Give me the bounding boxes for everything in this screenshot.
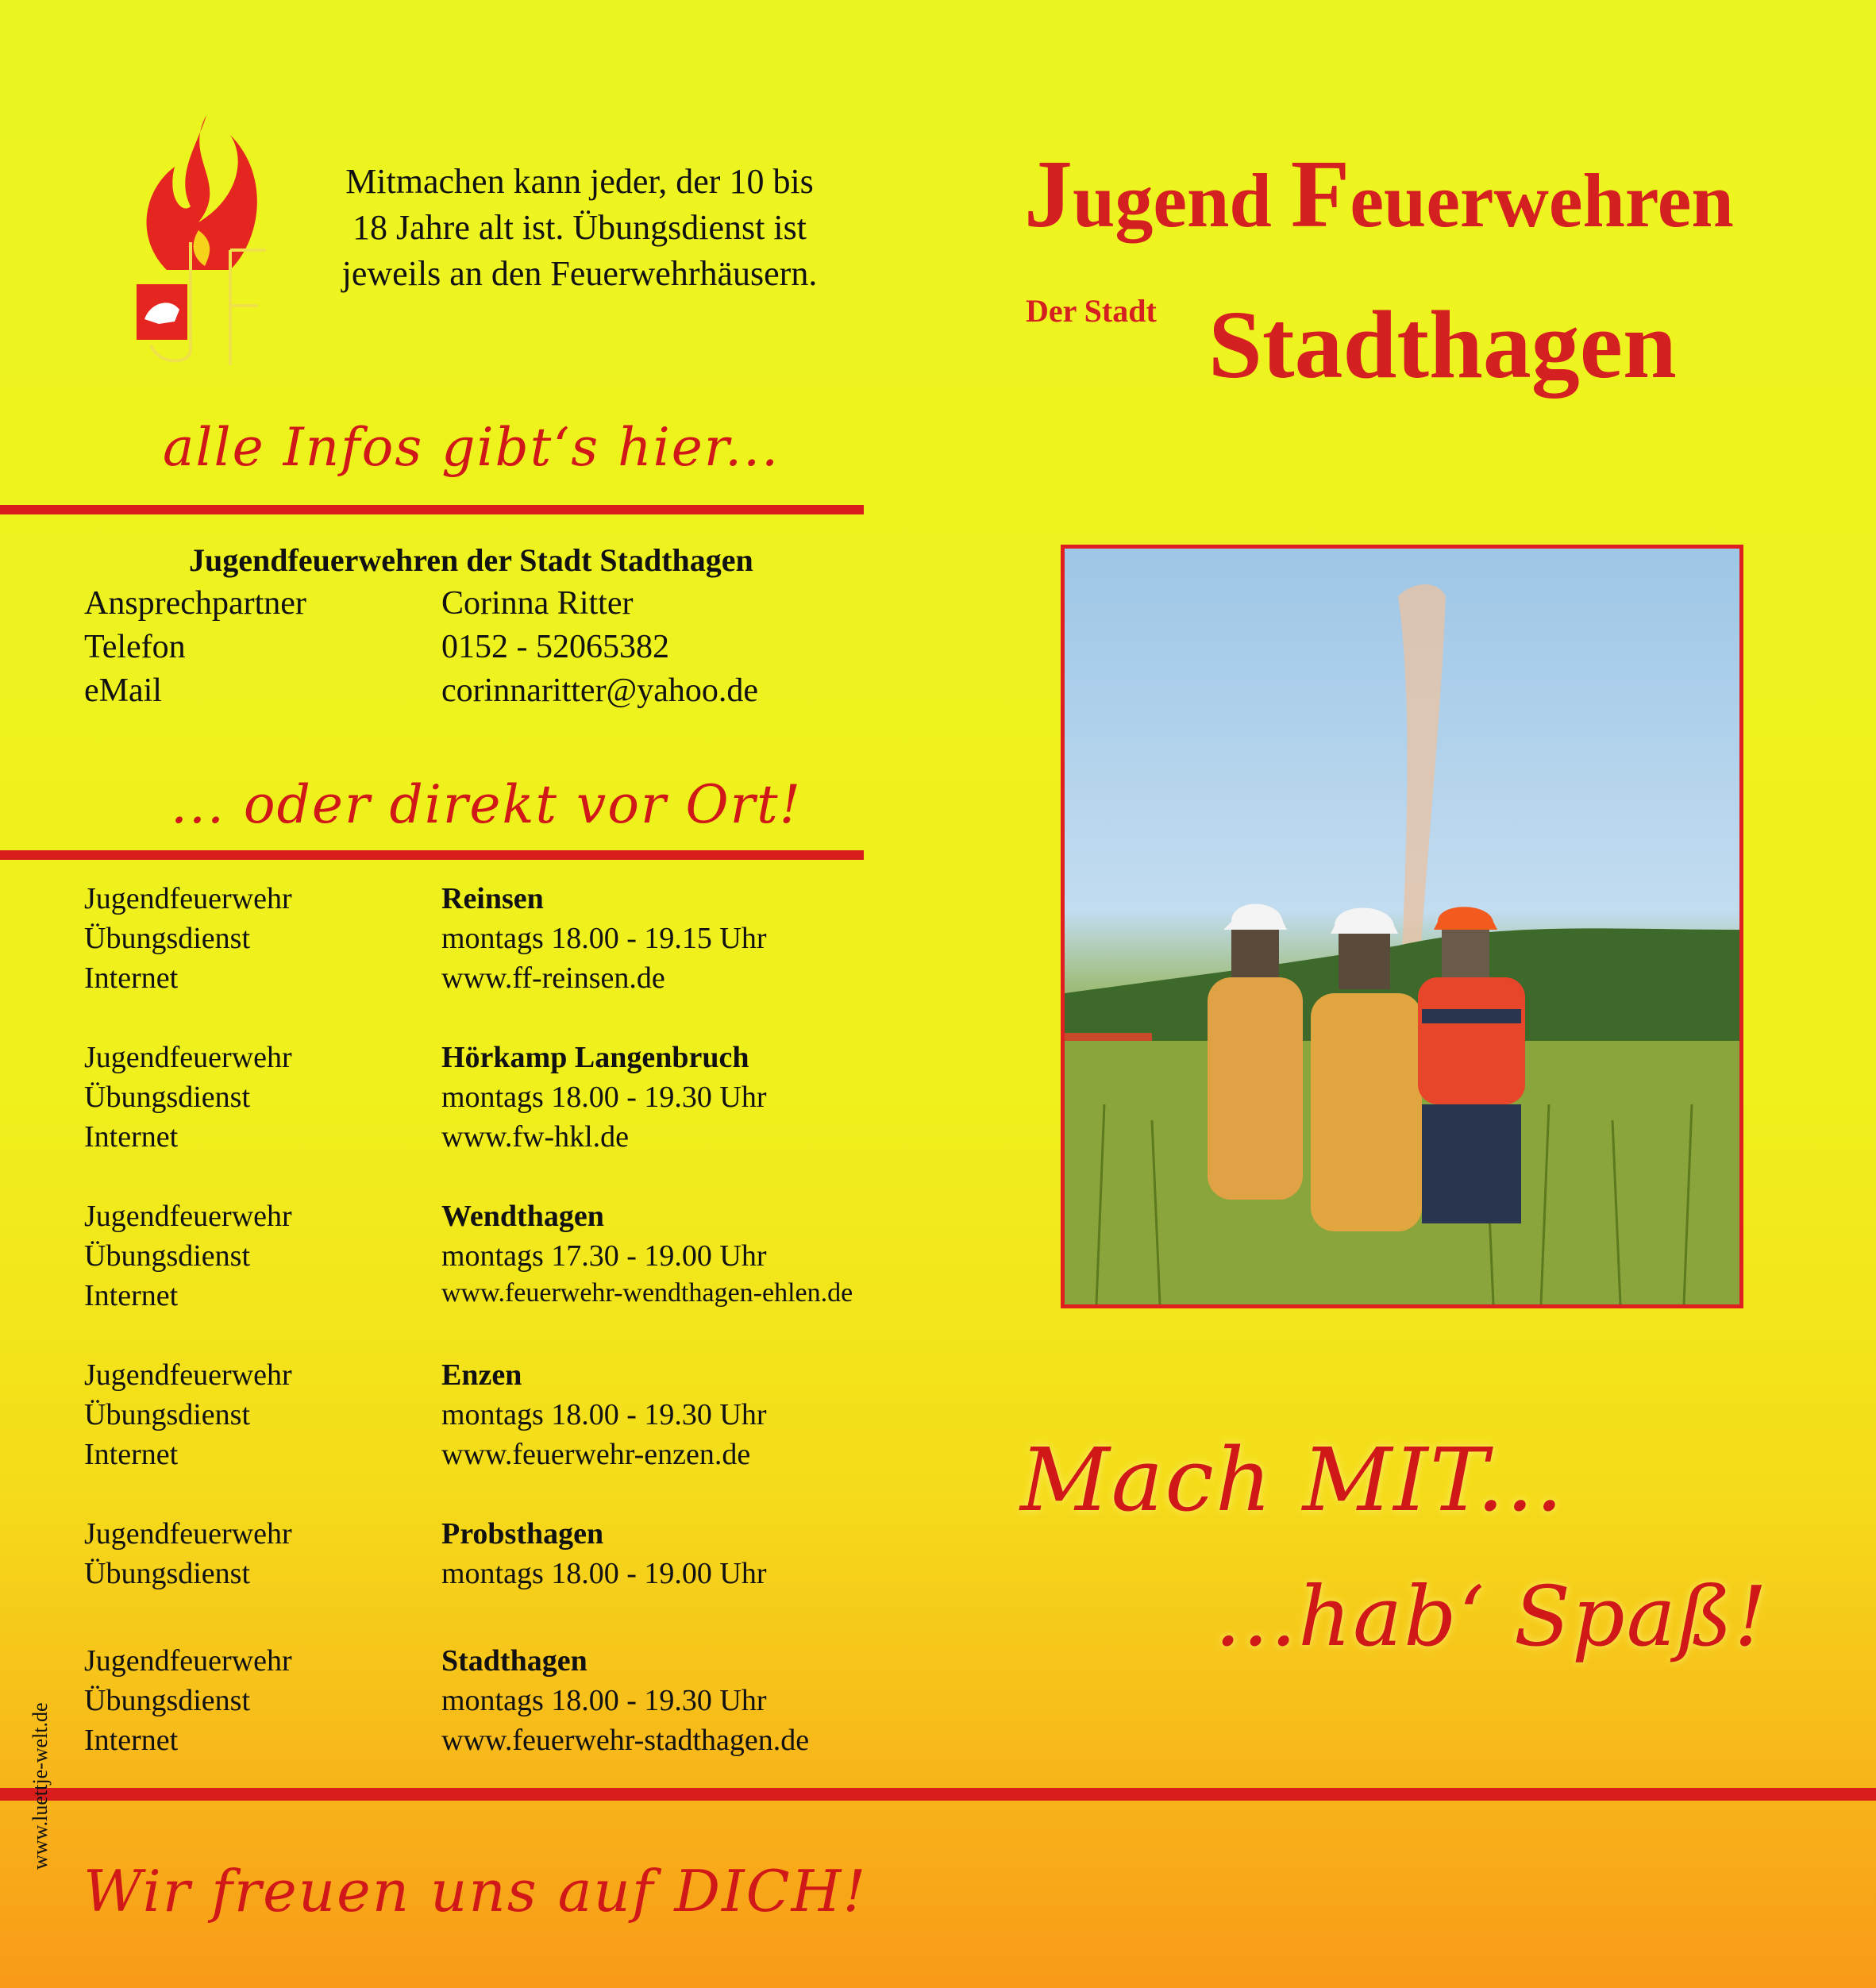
location-name: Reinsen	[441, 882, 544, 915]
location-enzen	[84, 1358, 878, 1477]
location-stadthagen	[84, 1643, 878, 1763]
mach-mit-slogan: Mach MIT...	[1020, 1429, 1565, 1531]
vor-ort-heading: ... oder direkt vor Ort!	[171, 774, 803, 835]
label-uebungsdienst: Übungsdienst	[84, 922, 250, 955]
location-time: montags 18.00 - 19.15 Uhr	[441, 922, 767, 955]
footer-slogan: Wir freuen uns auf DICH!	[83, 1858, 868, 1924]
label-internet: Internet	[84, 1279, 179, 1312]
title-f-initial: F	[1290, 141, 1350, 248]
contact-label-phone: Telefon	[84, 629, 186, 665]
title-j-rest: ugend	[1073, 158, 1291, 243]
divider	[0, 850, 864, 860]
location-time: montags 18.00 - 19.30 Uhr	[441, 1081, 767, 1114]
contact-heading: Jugendfeuerwehren der Stadt Stadthagen	[189, 542, 753, 578]
contact-value-email[interactable]: corinnaritter@yahoo.de	[441, 672, 759, 709]
divider	[0, 505, 864, 514]
contact-value-phone[interactable]: 0152 - 52065382	[441, 629, 669, 665]
location-probsthagen	[84, 1516, 878, 1596]
label-jugendfeuerwehr: Jugendfeuerwehr	[84, 1041, 292, 1074]
page-title	[1024, 139, 1734, 250]
intro-line: 18 Jahre alt ist. Übungsdienst ist	[352, 208, 807, 247]
location-time: montags 18.00 - 19.30 Uhr	[441, 1684, 767, 1717]
location-name: Wendthagen	[441, 1200, 604, 1233]
der-stadt-label: Der Stadt	[1026, 293, 1157, 329]
location-web-link[interactable]: www.feuerwehr-stadthagen.de	[441, 1724, 810, 1757]
location-web-link[interactable]: www.ff-reinsen.de	[441, 961, 665, 995]
label-uebungsdienst: Übungsdienst	[84, 1081, 250, 1114]
location-name: Enzen	[441, 1358, 522, 1392]
contact-label-email: eMail	[84, 672, 162, 709]
label-jugendfeuerwehr: Jugendfeuerwehr	[84, 1200, 292, 1233]
photo-illustration	[1065, 549, 1739, 1304]
spass-slogan: ...hab‘ Spaß!	[1215, 1568, 1769, 1665]
location-hoerkamp	[84, 1040, 878, 1159]
intro-line: Mitmachen kann jeder, der 10 bis	[345, 162, 814, 201]
location-time: montags 18.00 - 19.30 Uhr	[441, 1398, 767, 1431]
city-title: Stadthagen	[1208, 291, 1677, 399]
location-time: montags 17.30 - 19.00 Uhr	[441, 1239, 767, 1273]
label-uebungsdienst: Übungsdienst	[84, 1684, 250, 1717]
label-uebungsdienst: Übungsdienst	[84, 1398, 250, 1431]
location-wendthagen	[84, 1199, 878, 1318]
location-web-link[interactable]: www.feuerwehr-wendthagen-ehlen.de	[441, 1278, 853, 1308]
label-jugendfeuerwehr: Jugendfeuerwehr	[84, 1358, 292, 1392]
label-jugendfeuerwehr: Jugendfeuerwehr	[84, 1644, 292, 1678]
footer-divider	[0, 1788, 1876, 1801]
label-jugendfeuerwehr: Jugendfeuerwehr	[84, 1517, 292, 1551]
label-internet: Internet	[84, 1438, 179, 1471]
contact-value-person: Corinna Ritter	[441, 585, 634, 622]
location-name: Hörkamp Langenbruch	[441, 1041, 749, 1074]
location-name: Stadthagen	[441, 1644, 587, 1678]
contact-label-person: Ansprechpartner	[84, 585, 306, 622]
location-reinsen	[84, 881, 878, 1000]
firefighter-photo	[1061, 545, 1743, 1308]
intro-text	[302, 159, 857, 297]
label-internet: Internet	[84, 961, 179, 995]
flame-logo-icon	[111, 111, 278, 373]
jf-logo	[111, 111, 278, 373]
title-f-rest: euerwehren	[1350, 158, 1734, 243]
label-uebungsdienst: Übungsdienst	[84, 1239, 250, 1273]
label-jugendfeuerwehr: Jugendfeuerwehr	[84, 882, 292, 915]
intro-line: jeweils an den Feuerwehrhäusern.	[341, 254, 818, 293]
location-time: montags 18.00 - 19.00 Uhr	[441, 1557, 767, 1590]
label-uebungsdienst: Übungsdienst	[84, 1557, 250, 1590]
label-internet: Internet	[84, 1120, 179, 1154]
location-web-link[interactable]: www.feuerwehr-enzen.de	[441, 1438, 751, 1471]
title-j-initial: J	[1024, 141, 1073, 248]
infos-heading: alle Infos gibt‘s hier...	[163, 417, 780, 478]
label-internet: Internet	[84, 1724, 179, 1757]
credit-vertical: www.luettje-welt.de	[29, 1702, 52, 1870]
location-web-link[interactable]: www.fw-hkl.de	[441, 1120, 630, 1154]
location-name: Probsthagen	[441, 1517, 604, 1551]
